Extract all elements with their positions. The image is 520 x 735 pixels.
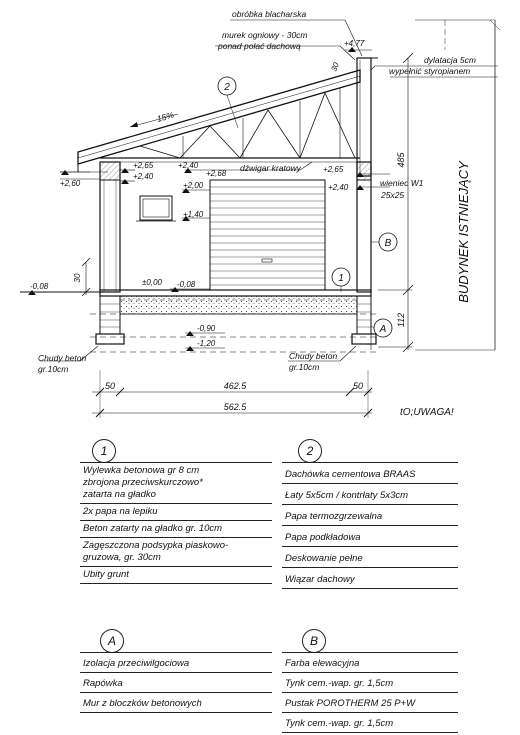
legend-2-row: Dachówka cementowa BRAAS <box>282 463 458 484</box>
legend-2 <box>282 440 458 589</box>
truss-label: dźwigar kratowy <box>240 163 301 173</box>
dim-562-5: 562.5 <box>223 402 247 412</box>
legend-2-row: Deskowanie pełne <box>282 547 458 568</box>
marker-1: 1 <box>338 273 344 284</box>
legend-1-number: 1 <box>92 439 116 463</box>
ring-beam-label-2: 25x25 <box>381 190 405 200</box>
legend-2-row: Papa termozgrzewalna <box>282 505 458 526</box>
elevation-2-60: +2,60 <box>60 179 81 188</box>
legend-b-row: Farba elewacyjna <box>282 653 458 673</box>
legend-1-row: 2x papa na lepiku <box>80 504 272 521</box>
elevation-0-90: -0,90 <box>197 324 216 333</box>
legend-a-row: Izolacja przeciwilgociowa <box>80 653 272 673</box>
legend-1-row: Ubity grunt <box>80 567 272 584</box>
legend-2-row: Łaty 5x5cm / kontrłaty 5x3cm <box>282 484 458 505</box>
legend-a-letter: A <box>100 629 124 653</box>
legend-1-row: gruzowa, gr. 30cm <box>80 552 272 567</box>
elevation-2-65-right: +2,65 <box>323 165 344 174</box>
dim-30-left: 30 <box>73 273 82 283</box>
legend-2-row: Wiązar dachowy <box>282 568 458 589</box>
dim-50-right: 50 <box>352 381 364 391</box>
left-dimension-30 <box>82 258 90 296</box>
legend-a <box>80 630 272 713</box>
lean-concrete-right-1: Chudy beton <box>289 351 338 361</box>
legend-2-number: 2 <box>298 439 322 463</box>
legend-1-row: zbrojona przeciwskurczowo* <box>83 477 203 488</box>
legend-a-row: Mur z bloczków betonowych <box>80 693 272 713</box>
lean-concrete-left-2: gr.10cm <box>38 364 69 374</box>
legend-a-row: Rapówka <box>80 673 272 693</box>
elevation-0-08-left: -0,08 <box>30 282 49 291</box>
legend-1-row: Wylewka betonowa gr 8 cm <box>83 465 200 476</box>
window <box>136 196 176 221</box>
dim-485: 485 <box>396 152 406 168</box>
firewall-label-1: murek ogniowy - 30cm <box>222 30 308 40</box>
dim-50-left: 50 <box>104 381 116 391</box>
flashing-label: obróbka blacharska <box>232 9 307 19</box>
dilatation-label-2: wypełnić styropianem <box>389 66 471 76</box>
elevation-2-40-left: +2,40 <box>133 172 154 181</box>
legend-2-row: Papa podkładowa <box>282 526 458 547</box>
lean-concrete-left-1: Chudy beton <box>38 353 87 363</box>
legend-1 <box>80 440 272 584</box>
elevation-1-20: -1,20 <box>197 339 216 348</box>
marker-b: B <box>384 238 392 249</box>
walls <box>100 162 371 292</box>
building-label: BUDYNEK ISTNIEJĄCY <box>456 161 471 303</box>
legend-b-row: Pustak POROTHERM 25 P+W <box>282 693 458 713</box>
circle-leaders <box>227 95 379 328</box>
elevation-0-00: ±0,00 <box>142 278 162 287</box>
legend-1-row: zatarta na gładko <box>80 489 272 504</box>
marker-a: A <box>379 324 387 335</box>
roof <box>60 70 360 172</box>
garage-door <box>210 180 325 290</box>
elevation-0-08-mid: -0,08 <box>177 280 196 289</box>
elevation-1-40: +1,40 <box>183 210 204 219</box>
elevation-2-40-mid: +2,40 <box>178 161 199 170</box>
marker-2: 2 <box>224 82 230 93</box>
dim-30-top: 30 <box>329 61 341 73</box>
lean-concrete-right-2: gr.10cm <box>289 362 320 372</box>
elevation-2-65-left: +2,65 <box>133 161 154 170</box>
legend-b <box>282 630 458 733</box>
legend-b-row: Tynk cem.-wap. gr. 1,5cm <box>282 673 458 693</box>
dim-462-5: 462.5 <box>223 381 247 391</box>
note-label: tO;UWAGA! <box>400 407 454 418</box>
elevation-2-00: +2,00 <box>183 181 204 190</box>
legend-1-row: Beton zatarty na gładko gr. 10cm <box>80 521 272 538</box>
dim-112: 112 <box>396 312 406 328</box>
firewall <box>357 58 378 350</box>
roof-slope: 15% <box>155 109 175 124</box>
legend-b-letter: B <box>302 629 326 653</box>
firewall-label-2: ponad połać dachową <box>218 41 301 51</box>
ring-beam-label-1: wieniec W1 <box>380 178 424 188</box>
dilatation-label-1: dylatacja 5cm <box>424 55 476 65</box>
elevation-4-77: +4,77 <box>344 39 365 48</box>
elevation-2-68: +2,68 <box>206 169 227 178</box>
legend-b-row: Tynk cem.-wap. gr. 1,5cm <box>282 713 458 733</box>
elevation-2-40-right: +2,40 <box>328 183 349 192</box>
legend-1-row: Zagęszczona podsypka piaskowo- <box>83 540 229 551</box>
right-dimension-line <box>378 53 413 352</box>
